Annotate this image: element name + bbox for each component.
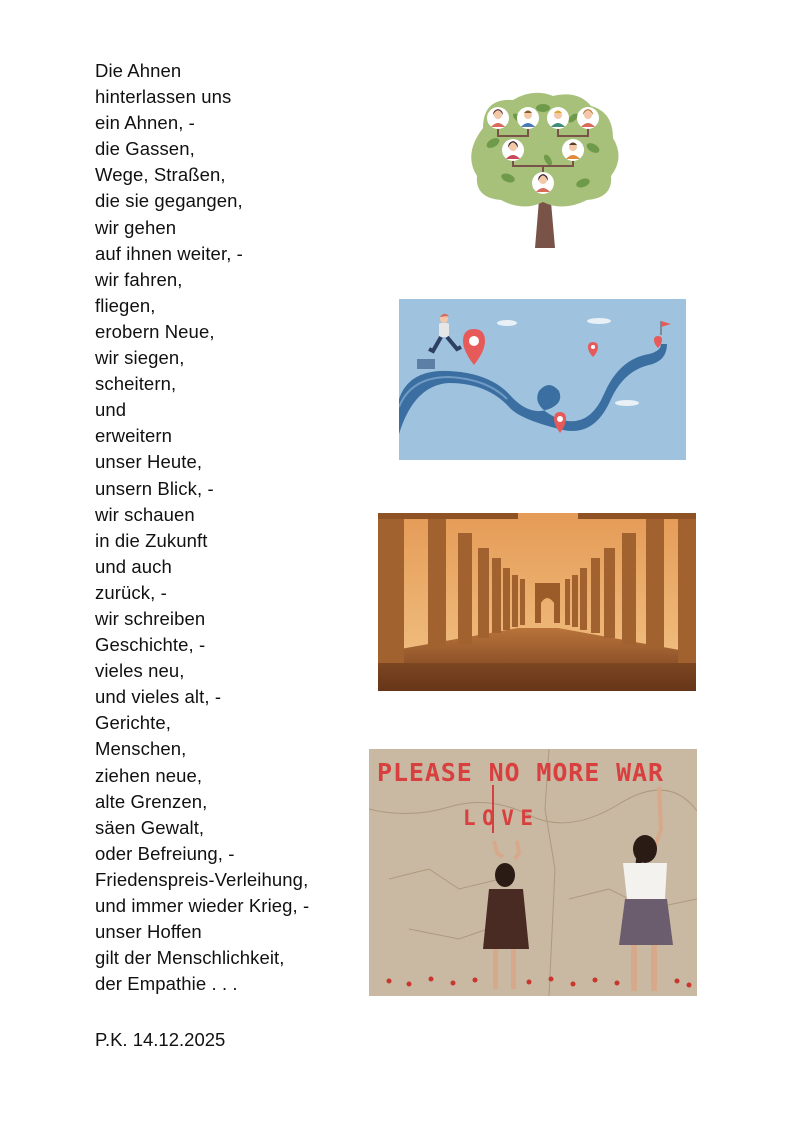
poem-line: scheitern,: [95, 373, 177, 395]
poem-line: und: [95, 399, 127, 421]
poem-line: erweitern: [95, 425, 172, 447]
poem-line: unser Hoffen: [95, 921, 202, 943]
ancient-colonnade-photo: [378, 513, 696, 691]
poem-line: wir siegen,: [95, 347, 185, 369]
poem-line: ziehen neue,: [95, 764, 203, 786]
poem-line: Wege, Straßen,: [95, 164, 226, 186]
poem-line: und immer wieder Krieg, -: [95, 895, 310, 916]
poem-line: ein Ahnen, -: [95, 112, 195, 134]
poem: [95, 58, 309, 997]
poem-line: vieles neu,: [95, 660, 185, 682]
poem-line: und vieles alt, -: [95, 686, 222, 708]
poem-line: die sie gegangen,: [95, 190, 243, 212]
poem-line: wir schauen: [95, 503, 195, 525]
poem-line: der Empathie . . .: [95, 973, 238, 995]
poem-line: gilt der Menschlichkeit,: [95, 947, 285, 969]
poem-line: fliegen,: [95, 294, 156, 316]
poem-line: in die Zukunft: [95, 529, 208, 551]
poem-line: auf ihnen weiter, -: [95, 242, 243, 264]
poem-line: unsern Blick, -: [95, 477, 214, 499]
poem-line: Menschen,: [95, 738, 187, 760]
poem-line: Gerichte,: [95, 712, 171, 734]
poem-line: alte Grenzen,: [95, 790, 208, 812]
poem-line: wir fahren,: [95, 268, 183, 290]
poem-line: erobern Neue,: [95, 320, 215, 342]
poem-line: säen Gewalt,: [95, 816, 205, 838]
poem-line: zurück, -: [95, 581, 167, 603]
poem-line: wir gehen: [95, 216, 177, 238]
wall-graffiti-text-line1: PLEASE NO MORE WAR: [377, 758, 663, 787]
wall-graffiti-text-line2: LOVE: [463, 806, 533, 830]
poem-line: Geschichte, -: [95, 634, 206, 656]
poem-line: und auch: [95, 555, 172, 577]
poem-line: die Gassen,: [95, 138, 195, 160]
poem-line: hinterlassen uns: [95, 86, 232, 108]
journey-road-illustration: [399, 299, 686, 460]
poem-line: unser Heute,: [95, 451, 203, 473]
poem-line: wir schreiben: [95, 607, 206, 629]
poem-line: Friedenspreis-Verleihung,: [95, 868, 309, 890]
signature-date: P.K. 14.12.2025: [95, 1029, 226, 1050]
no-more-war-graffiti-photo: [369, 749, 697, 996]
poem-line: oder Befreiung, -: [95, 842, 235, 864]
poem-line: Die Ahnen: [95, 60, 182, 81]
family-tree-illustration: [463, 88, 625, 248]
